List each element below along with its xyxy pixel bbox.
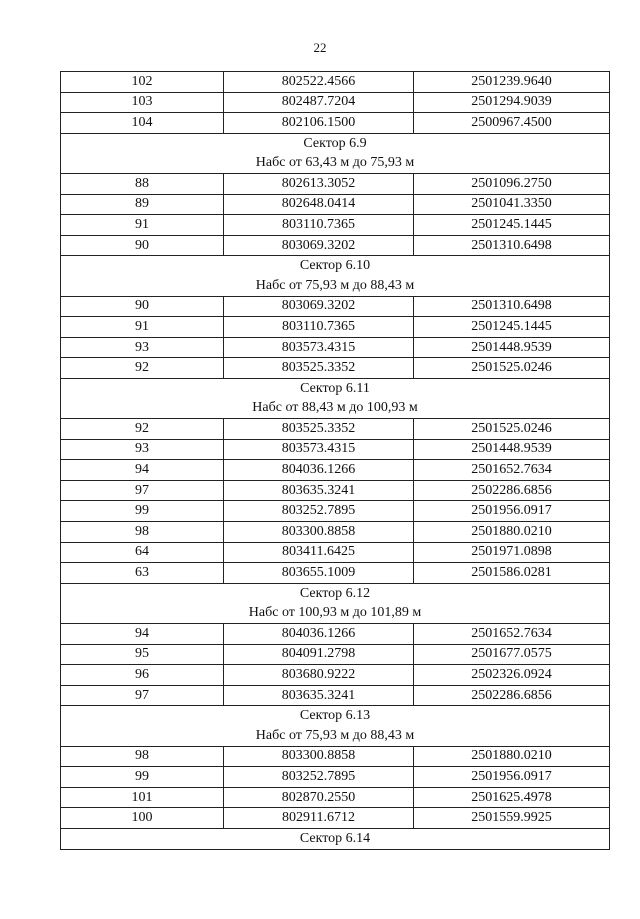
sector-title-row <box>61 256 610 276</box>
table-row <box>61 624 610 645</box>
coordinate-x-cell: 802106.1500 <box>224 113 414 134</box>
coordinate-x-cell: 804036.1266 <box>224 460 414 481</box>
coordinate-x-cell: 802870.2550 <box>224 787 414 808</box>
coordinate-x-cell: 802487.7204 <box>224 92 414 113</box>
sector-range-row <box>61 726 610 746</box>
coordinate-x-cell: 803300.8858 <box>224 522 414 543</box>
coordinates-table <box>60 71 610 850</box>
sector-range-row <box>61 399 610 419</box>
coordinate-y-cell: 2502326.0924 <box>414 665 610 686</box>
coordinate-y-cell: 2501971.0898 <box>414 542 610 563</box>
table-row <box>61 317 610 338</box>
coordinate-y-cell: 2502286.6856 <box>414 685 610 706</box>
point-number-cell: 91 <box>61 317 224 338</box>
coordinate-x-cell: 804036.1266 <box>224 624 414 645</box>
coordinate-y-cell: 2501586.0281 <box>414 563 610 584</box>
table-row <box>61 542 610 563</box>
coordinate-x-cell: 802522.4566 <box>224 72 414 93</box>
coordinate-x-cell: 803110.7365 <box>224 215 414 236</box>
sector-range-row <box>61 153 610 173</box>
coordinate-y-cell: 2501956.0917 <box>414 767 610 788</box>
table-row <box>61 215 610 236</box>
table-row <box>61 480 610 501</box>
point-number-cell: 102 <box>61 72 224 93</box>
table-row <box>61 358 610 379</box>
coordinate-x-cell: 802911.6712 <box>224 808 414 829</box>
coordinate-x-cell: 803110.7365 <box>224 317 414 338</box>
sector-height-range: Набс от 88,43 м до 100,93 м <box>61 399 610 419</box>
table-row <box>61 337 610 358</box>
table-row <box>61 685 610 706</box>
point-number-cell: 94 <box>61 624 224 645</box>
sector-title-row <box>61 583 610 603</box>
coordinate-y-cell: 2501652.7634 <box>414 460 610 481</box>
sector-title: Сектор 6.13 <box>61 706 610 726</box>
table-row <box>61 787 610 808</box>
point-number-cell: 97 <box>61 685 224 706</box>
coordinate-y-cell: 2501880.0210 <box>414 522 610 543</box>
coordinate-x-cell: 803655.1009 <box>224 563 414 584</box>
coordinate-x-cell: 803300.8858 <box>224 746 414 767</box>
point-number-cell: 93 <box>61 337 224 358</box>
table-row <box>61 194 610 215</box>
table-row <box>61 92 610 113</box>
coordinate-x-cell: 803680.9222 <box>224 665 414 686</box>
point-number-cell: 94 <box>61 460 224 481</box>
coordinate-y-cell: 2501559.9925 <box>414 808 610 829</box>
table-row <box>61 644 610 665</box>
point-number-cell: 92 <box>61 419 224 440</box>
sector-title: Сектор 6.10 <box>61 256 610 276</box>
point-number-cell: 90 <box>61 296 224 317</box>
coordinate-y-cell: 2501525.0246 <box>414 419 610 440</box>
table-row <box>61 767 610 788</box>
sector-range-row <box>61 603 610 623</box>
point-number-cell: 98 <box>61 746 224 767</box>
coordinate-x-cell: 803069.3202 <box>224 296 414 317</box>
coordinates-table-body <box>61 72 610 850</box>
coordinate-x-cell: 802648.0414 <box>224 194 414 215</box>
coordinate-y-cell: 2501448.9539 <box>414 439 610 460</box>
sector-title-row <box>61 706 610 726</box>
coordinate-y-cell: 2501239.9640 <box>414 72 610 93</box>
table-row <box>61 113 610 134</box>
coordinate-y-cell: 2501956.0917 <box>414 501 610 522</box>
point-number-cell: 96 <box>61 665 224 686</box>
coordinate-x-cell: 803252.7895 <box>224 767 414 788</box>
sector-title: Сектор 6.12 <box>61 583 610 603</box>
coordinate-x-cell: 803069.3202 <box>224 235 414 256</box>
point-number-cell: 104 <box>61 113 224 134</box>
point-number-cell: 90 <box>61 235 224 256</box>
point-number-cell: 99 <box>61 501 224 522</box>
coordinate-y-cell: 2501310.6498 <box>414 235 610 256</box>
table-row <box>61 665 610 686</box>
coordinate-y-cell: 2501880.0210 <box>414 746 610 767</box>
point-number-cell: 92 <box>61 358 224 379</box>
coordinate-y-cell: 2501245.1445 <box>414 317 610 338</box>
coordinate-y-cell: 2501525.0246 <box>414 358 610 379</box>
coordinate-y-cell: 2501310.6498 <box>414 296 610 317</box>
sector-range-row <box>61 276 610 296</box>
coordinate-x-cell: 803635.3241 <box>224 480 414 501</box>
point-number-cell: 99 <box>61 767 224 788</box>
table-row <box>61 439 610 460</box>
sector-title: Сектор 6.11 <box>61 378 610 398</box>
point-number-cell: 98 <box>61 522 224 543</box>
sector-title: Сектор 6.9 <box>61 133 610 153</box>
table-row <box>61 563 610 584</box>
point-number-cell: 88 <box>61 173 224 194</box>
coordinate-y-cell: 2501096.2750 <box>414 173 610 194</box>
table-row <box>61 173 610 194</box>
table-row <box>61 746 610 767</box>
table-row <box>61 522 610 543</box>
table-row <box>61 296 610 317</box>
table-row <box>61 460 610 481</box>
coordinate-x-cell: 804091.2798 <box>224 644 414 665</box>
point-number-cell: 101 <box>61 787 224 808</box>
table-row <box>61 501 610 522</box>
sector-title: Сектор 6.14 <box>61 828 610 849</box>
sector-title-row <box>61 133 610 153</box>
sector-title-row <box>61 828 610 849</box>
coordinate-y-cell: 2501652.7634 <box>414 624 610 645</box>
coordinate-y-cell: 2501041.3350 <box>414 194 610 215</box>
table-row <box>61 808 610 829</box>
point-number-cell: 100 <box>61 808 224 829</box>
coordinate-x-cell: 803252.7895 <box>224 501 414 522</box>
page-number: 22 <box>313 40 327 55</box>
coordinate-y-cell: 2501294.9039 <box>414 92 610 113</box>
coordinate-y-cell: 2500967.4500 <box>414 113 610 134</box>
point-number-cell: 63 <box>61 563 224 584</box>
coordinate-x-cell: 803635.3241 <box>224 685 414 706</box>
coordinate-y-cell: 2501245.1445 <box>414 215 610 236</box>
point-number-cell: 93 <box>61 439 224 460</box>
coordinate-y-cell: 2501448.9539 <box>414 337 610 358</box>
table-row <box>61 235 610 256</box>
table-row <box>61 419 610 440</box>
sector-height-range: Набс от 75,93 м до 88,43 м <box>61 726 610 746</box>
coordinate-x-cell: 803573.4315 <box>224 337 414 358</box>
coordinate-y-cell: 2501625.4978 <box>414 787 610 808</box>
point-number-cell: 91 <box>61 215 224 236</box>
point-number-cell: 97 <box>61 480 224 501</box>
table-row <box>61 72 610 93</box>
coordinate-x-cell: 803411.6425 <box>224 542 414 563</box>
sector-height-range: Набс от 100,93 м до 101,89 м <box>61 603 610 623</box>
point-number-cell: 95 <box>61 644 224 665</box>
point-number-cell: 64 <box>61 542 224 563</box>
point-number-cell: 103 <box>61 92 224 113</box>
point-number-cell: 89 <box>61 194 224 215</box>
coordinate-y-cell: 2501677.0575 <box>414 644 610 665</box>
coordinate-y-cell: 2502286.6856 <box>414 480 610 501</box>
sector-height-range: Набс от 75,93 м до 88,43 м <box>61 276 610 296</box>
sector-title-row <box>61 378 610 398</box>
coordinate-x-cell: 802613.3052 <box>224 173 414 194</box>
sector-height-range: Набс от 63,43 м до 75,93 м <box>61 153 610 173</box>
coordinate-x-cell: 803573.4315 <box>224 439 414 460</box>
coordinate-x-cell: 803525.3352 <box>224 358 414 379</box>
coordinate-x-cell: 803525.3352 <box>224 419 414 440</box>
